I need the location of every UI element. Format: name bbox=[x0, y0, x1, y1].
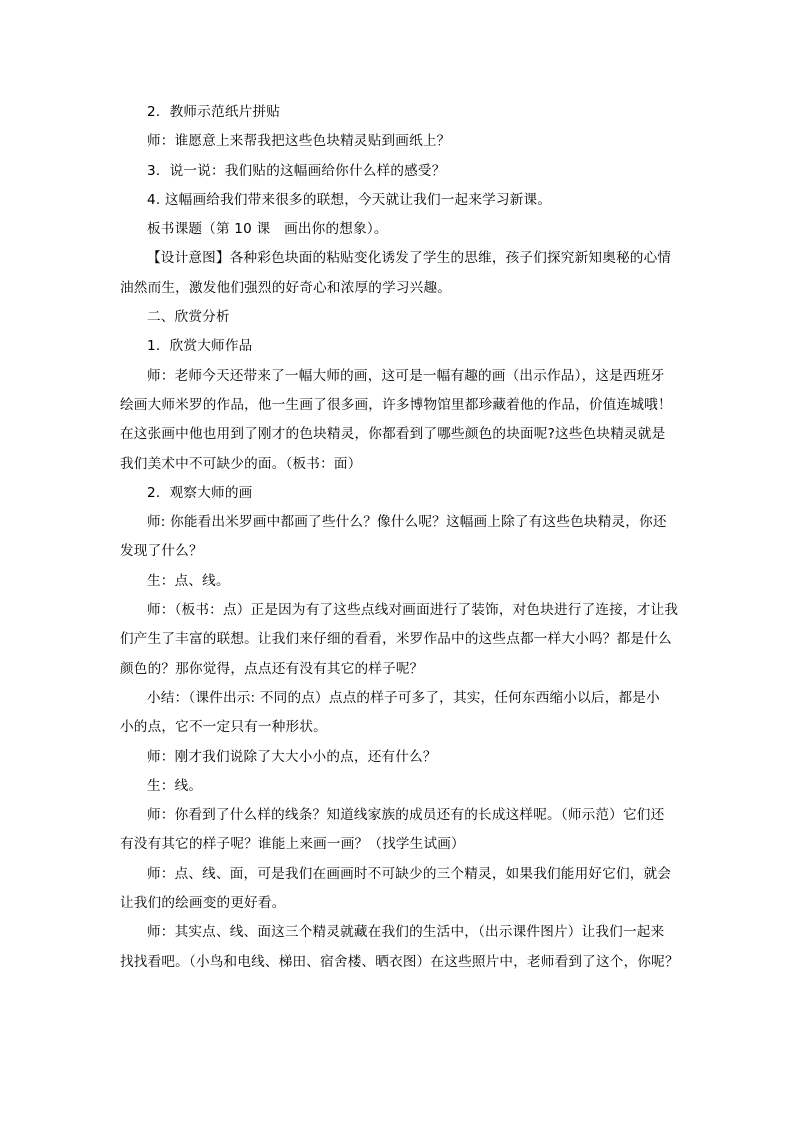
line: 师: 你能看出米罗画中都画了些什么？像什么呢？这幅画上除了有这些色块精灵，你还 bbox=[147, 514, 667, 531]
teacher-points-paragraph bbox=[120, 596, 680, 684]
student-answer bbox=[120, 567, 680, 596]
teacher-line bbox=[120, 127, 680, 156]
line: 1．欣赏大师作品 bbox=[147, 338, 253, 355]
line: 绘画大师米罗的作品，他一生画了很多画，许多博物馆里都珍藏着他的作品，价值连城哦！ bbox=[120, 396, 672, 413]
line: 师：（板书：点）正是因为有了这些点线对画面进行了装饰，对色块进行了连接，才让我 bbox=[147, 602, 679, 619]
line: 小结：（课件出示: 不同的点）点点的样子可多了，其实，任何东西缩小以后，都是小 bbox=[147, 689, 660, 706]
section-heading-appreciation bbox=[120, 303, 680, 332]
line: 师：点、线、面，可是我们在画画时不可缺少的三个精灵，如果我们能用好它们，就会 bbox=[147, 865, 672, 882]
line: 2．观察大师的画 bbox=[147, 484, 253, 501]
step-2-heading bbox=[120, 98, 680, 127]
line: 师：老师今天还带来了一幅大师的画，这可是一幅有趣的画（出示作品），这是西班牙 bbox=[147, 367, 665, 384]
line: 2．教师示范纸片拼贴 bbox=[147, 104, 280, 120]
design-intent-paragraph bbox=[120, 244, 680, 303]
teacher-lines-paragraph bbox=[120, 801, 680, 860]
teacher-line bbox=[120, 743, 680, 772]
line: 有没有其它的样子呢？谁能上来画一画？（找学生试画） bbox=[120, 836, 465, 853]
line: 二、欣赏分析 bbox=[147, 309, 230, 326]
document-body bbox=[120, 98, 680, 977]
summary-paragraph bbox=[120, 684, 680, 743]
student-answer bbox=[120, 772, 680, 801]
teacher-question-paragraph bbox=[120, 508, 680, 567]
line: 让我们的绘画变的更好看。 bbox=[120, 895, 286, 912]
line: 板书课题（第 10 课 画出你的想象）。 bbox=[147, 221, 388, 238]
line: 发现了什么？ bbox=[120, 543, 203, 560]
step-4-line bbox=[120, 186, 680, 215]
line: 师：刚才我们说除了大大小小的点，还有什么？ bbox=[147, 748, 437, 765]
teacher-elements-paragraph bbox=[120, 860, 680, 919]
subsection-heading-1 bbox=[120, 332, 680, 361]
teacher-paragraph-miro bbox=[120, 362, 680, 479]
subsection-heading-2 bbox=[120, 479, 680, 508]
blackboard-title-line bbox=[120, 215, 680, 244]
line: 师：谁愿意上来帮我把这些色块精灵贴到画纸上？ bbox=[147, 133, 451, 150]
line: 找找看吧。（小鸟和电线、梯田、宿舍楼、晒衣图）在这些照片中，老师看到了这个，你呢？ bbox=[120, 953, 679, 970]
line: 【设计意图】各种彩色块面的粘贴变化诱发了学生的思维，孩子们探究新知奥秘的心情 bbox=[147, 250, 672, 267]
line: 在这张画中他也用到了刚才的色块精灵，你都看到了哪些颜色的块面呢?这些色块精灵就是 bbox=[120, 426, 666, 443]
line: 们产生了丰富的联想。让我们来仔细的看看，米罗作品中的这些点都一样大小吗？都是什么 bbox=[120, 631, 672, 648]
teacher-life-paragraph bbox=[120, 918, 680, 977]
line: 颜色的？那你觉得，点点还有没有其它的样子呢？ bbox=[120, 660, 424, 677]
line: 生：线。 bbox=[147, 777, 203, 794]
line: 4. 这幅画给我们带来很多的联想，今天就让我们一起来学习新课。 bbox=[147, 191, 552, 208]
line: 师：其实点、线、面这三个精灵就藏在我们的生活中，（出示课件图片）让我们一起来 bbox=[147, 924, 665, 941]
line: 3．说一说：我们贴的这幅画给你什么样的感受？ bbox=[147, 162, 446, 179]
line: 师：你看到了什么样的线条？知道线家族的成员还有的长成这样呢。（师示范）它们还 bbox=[147, 807, 665, 824]
line: 我们美术中不可缺少的面。（板书：面） bbox=[120, 455, 362, 472]
line: 油然而生，激发他们强烈的好奇心和浓厚的学习兴趣。 bbox=[120, 279, 452, 296]
line: 生：点、线。 bbox=[147, 572, 230, 589]
line: 小的点，它不一定只有一种形状。 bbox=[120, 719, 327, 736]
step-3-heading bbox=[120, 157, 680, 186]
